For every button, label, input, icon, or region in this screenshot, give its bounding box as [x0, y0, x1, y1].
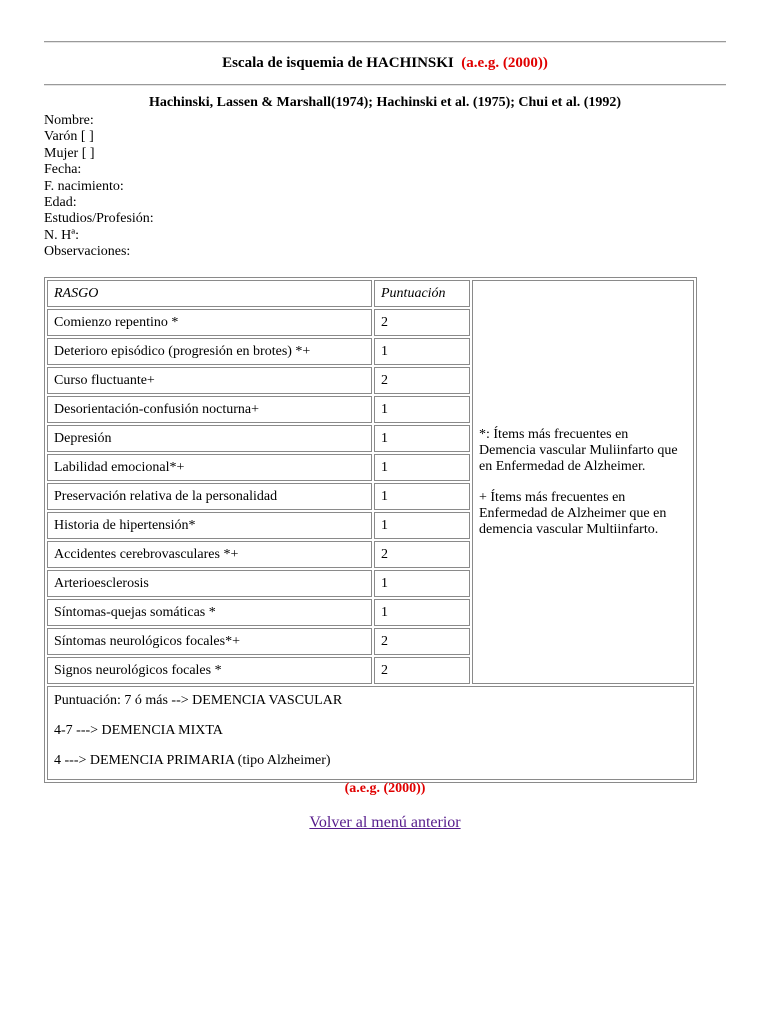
note-star: *: Ítems más frecuentes en Demencia vascular Muliinfarto que en Enfermedad de Alzheimer.	[479, 426, 678, 474]
result-vascular: Puntuación: 7 ó más --> DEMENCIA VASCULAR	[54, 693, 343, 708]
patient-fields	[44, 113, 726, 261]
title-tag: (a.e.g. (2000))	[461, 55, 548, 71]
field-mujer: Mujer [ ]	[44, 145, 95, 161]
back-link-container	[44, 814, 726, 832]
rasgo-cell: Depresión	[47, 425, 372, 452]
score-cell: 2	[374, 367, 470, 394]
rasgo-cell: Comienzo repentino *	[47, 309, 372, 336]
results-row	[47, 686, 694, 780]
field-fecha: Fecha:	[44, 162, 82, 178]
field-edad: Edad:	[44, 194, 77, 210]
rasgo-cell: Preservación relativa de la personalidad	[47, 483, 372, 510]
score-cell: 1	[374, 454, 470, 481]
rasgo-cell: Signos neurológicos focales *	[47, 657, 372, 684]
score-cell: 2	[374, 628, 470, 655]
rasgo-cell: Síntomas-quejas somáticas *	[47, 599, 372, 626]
field-estudios: Estudios/Profesión:	[44, 211, 154, 227]
field-observaciones: Observaciones:	[44, 244, 131, 260]
score-cell: 1	[374, 599, 470, 626]
rasgo-cell: Labilidad emocional*+	[47, 454, 372, 481]
score-cell: 2	[374, 309, 470, 336]
title-text: Escala de isquemia de HACHINSKI	[222, 55, 454, 71]
authors-line: Hachinski, Lassen & Marshall(1974); Hachinski et al. (1975); Chui et al. (1992)	[148, 95, 622, 110]
field-nombre: Nombre:	[44, 113, 94, 128]
note-plus: + Ítems más frecuentes en Enfermedad de Alzheimer que en demencia vascular Multiinfarto.	[479, 489, 667, 537]
rasgo-cell: Curso fluctuante+	[47, 367, 372, 394]
field-varon: Varón [ ]	[44, 129, 94, 145]
footer-tag: (a.e.g. (2000))	[344, 781, 426, 796]
score-cell: 1	[374, 425, 470, 452]
rasgo-cell: Accidentes cerebrovasculares *+	[47, 541, 372, 568]
field-nacimiento: F. nacimiento:	[44, 178, 124, 194]
page-title	[44, 53, 726, 73]
title-divider	[44, 84, 726, 86]
header-puntuacion: Puntuación	[374, 280, 470, 307]
score-cell: 2	[374, 541, 470, 568]
document	[44, 0, 726, 831]
score-cell: 1	[374, 338, 470, 365]
field-nh: N. Hª:	[44, 227, 79, 243]
score-cell: 1	[374, 570, 470, 597]
legend-notes	[472, 280, 694, 684]
rasgo-cell: Historia de hipertensión*	[47, 512, 372, 539]
table-header-row	[47, 280, 694, 307]
hachinski-table	[44, 277, 697, 783]
rasgo-cell: Desorientación-confusión nocturna+	[47, 396, 372, 423]
results-cell	[47, 686, 694, 780]
score-cell: 1	[374, 396, 470, 423]
score-cell: 1	[374, 512, 470, 539]
header-rasgo: RASGO	[47, 280, 372, 307]
score-cell: 2	[374, 657, 470, 684]
rasgo-cell: Arterioesclerosis	[47, 570, 372, 597]
result-primaria: 4 ---> DEMENCIA PRIMARIA (tipo Alzheimer)	[54, 753, 331, 768]
score-cell: 1	[374, 483, 470, 510]
rasgo-cell: Síntomas neurológicos focales*+	[47, 628, 372, 655]
back-to-menu-link[interactable]: Volver al menú anterior	[309, 814, 461, 831]
rasgo-cell: Deterioro episódico (progresión en brotes) *+	[47, 338, 372, 365]
result-mixta: 4-7 ---> DEMENCIA MIXTA	[54, 723, 223, 738]
